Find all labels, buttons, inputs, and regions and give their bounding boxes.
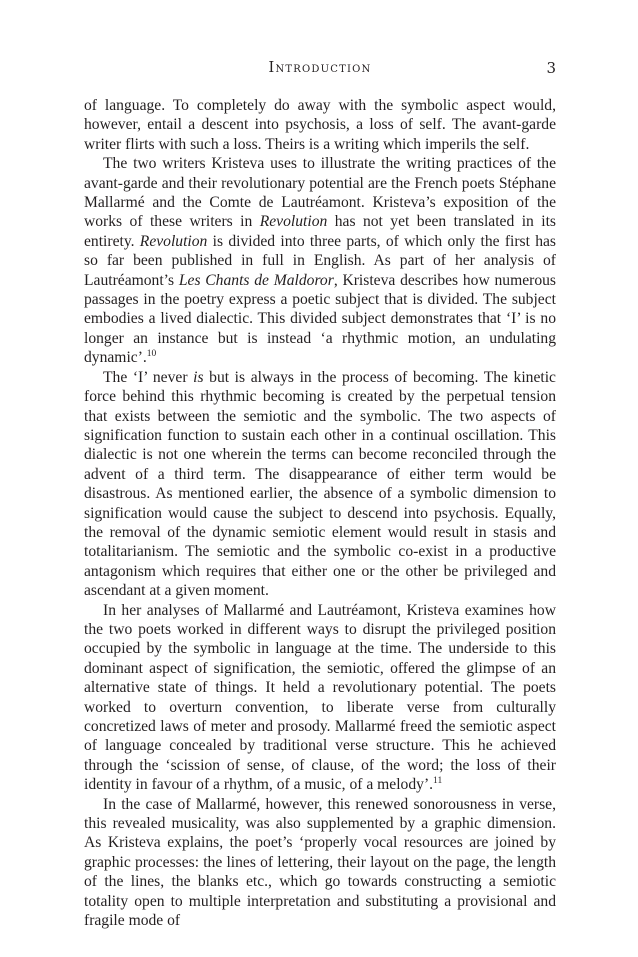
running-title: Introduction [268,60,372,76]
paragraph-2-text-3: is divided into three parts, of which only the first has so far been published in full in English. As part of her analysis of Lautréamont’s [84,232,556,289]
paragraph-4 [84,601,556,795]
paragraph-3 [84,368,556,601]
paragraph-2 [84,154,556,367]
footnote-ref-11[interactable]: 11 [433,776,443,787]
paragraph-5-text: In the case of Mallarmé, however, this renewed sonorousness in verse, this revealed musicality, was also supplemented by a graphic dimension. As Kristeva explains, the poet’s ‘properly vocal resources are joined by graphic processes: the lines of lettering, their layout on the page, the length of the lines, the blanks etc., which go towards constructing a semiotic totality open to multiple interpretation and substituting a provisional and fragile mode of [84,795,556,930]
paragraph-5 [84,795,556,931]
body-text [84,96,556,930]
italic-title-revolution-2: Revolution [139,232,208,250]
page-number: 3 [546,59,556,77]
paragraph-2-text-2: has not yet been translated in its entirety. [84,213,556,250]
paragraph-1 [84,96,556,154]
paragraph-3-text-2: but is always in the process of becoming. The kinetic force behind this rhythmic becoming is created by the perpetual tension that exists between the semiotic and the symbolic. The two aspects of signification function to sustain each other in a continual oscillation. This dialectic is not one wherein the terms can become reconciled through the advent of a third term. The disappearance of either term would be disastrous. As mentioned earlier, the absence of a symbolic dimension to signification would cause the subject to descend into psychosis. Equally, the removal of the dynamic semiotic element would result in stasis and totalitarianism. The semiotic and the symbolic co-exist in a productive antagonism which requires that either one or the other be privileged and ascendant at a given moment. [84,368,556,600]
paragraph-2-text-4: , Kristeva describes how numerous passages in the poetry express a poetic subject that is divided. The subject embodies a lived dialectic. This divided subject demonstrates that ‘I’ is no longer an instance but is instead ‘a rhythmic motion, an undulating dynamic’. [84,271,556,367]
italic-word-is: is [193,368,204,386]
italic-title-revolution: Revolution [259,213,328,231]
paragraph-4-text: In her analyses of Mallarmé and Lautréamont, Kristeva examines how the two poets worked in different ways to disrupt the privileged position occupied by the symbolic in language at the time. The underside to this dominant aspect of signification, the semiotic, offered the glimpse of an alternative state of things. It held a revolutionary potential. The poets worked to overturn convention, to liberate verse from culturally concretized laws of meter and prosody. Mallarmé freed the semiotic aspect of language concealed by traditional verse structure. This he achieved through the ‘scission of sense, of clause, of the word; the loss of their identity in favour of a rhythm, of a music, of a melody’. [84,601,556,794]
paragraph-3-text-1: The ‘I’ never [103,368,194,386]
paragraph-2-text-1: The two writers Kristeva uses to illustrate the writing practices of the avant-garde and their revolutionary potential are the French poets Stéphane Mallarmé and the Comte de Lautréamont. Kristeva’s exposition of the works of these writers in [84,155,556,231]
footnote-ref-10[interactable]: 10 [146,349,157,360]
italic-title-les-chants: Les Chants de Maldoror [178,271,334,289]
running-head [84,56,556,80]
paragraph-1-text: of language. To completely do away with the symbolic aspect would, however, entail a descent into psychosis, a loss of self. The avant-garde writer flirts with such a loss. Theirs is a writing which imperils the self. [84,97,556,153]
